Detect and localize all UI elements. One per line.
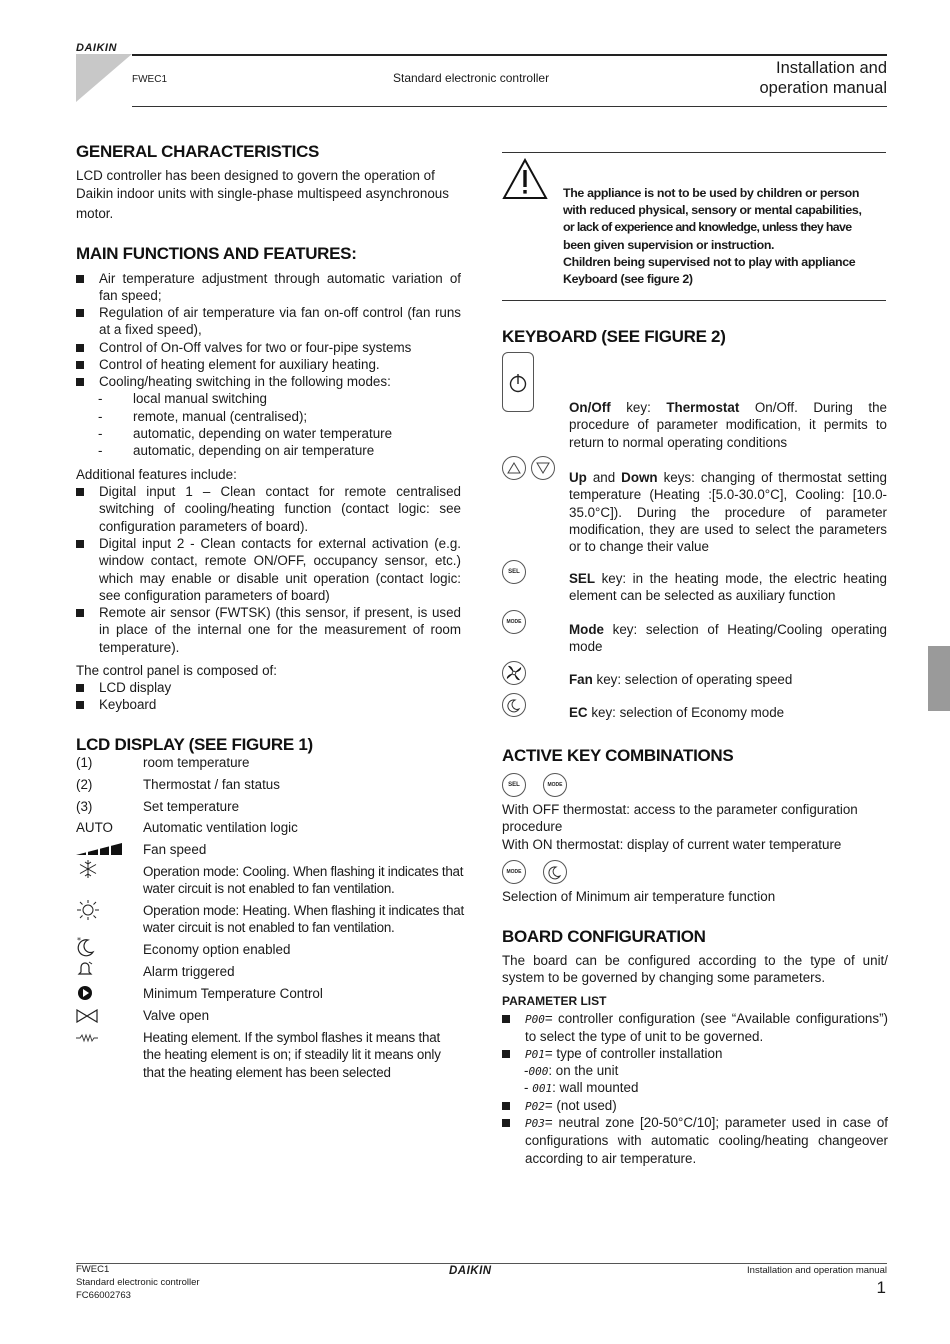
fan-key — [502, 661, 526, 685]
warning-triangle-icon — [502, 158, 548, 200]
snowflake-icon — [78, 859, 98, 879]
bullet-square-icon — [76, 361, 84, 369]
down-key — [531, 456, 555, 480]
mode-key: MODE — [502, 610, 526, 634]
lcd-title: LCD DISPLAY (SEE FIGURE 1) — [76, 735, 313, 754]
bullet-square-icon — [502, 1050, 510, 1058]
combo-text-2: With ON thermostat: display of current water temperature — [502, 837, 842, 852]
combo2-ec-key — [543, 860, 567, 884]
bullet-square-icon — [76, 684, 84, 692]
header-model: FWEC1 — [132, 74, 167, 85]
bullet-square-icon — [76, 488, 84, 496]
svg-text:*: * — [77, 936, 81, 945]
footer-code: FC66002763 — [76, 1290, 131, 1301]
footer-rule — [76, 1263, 887, 1264]
warning-line: The appliance is not to be used by children or person — [563, 186, 860, 200]
bullet-square-icon — [76, 275, 84, 283]
alarm-bell-icon — [77, 960, 93, 976]
combos-title: ACTIVE KEY COMBINATIONS — [502, 746, 734, 765]
mode-description: Mode key: selection of Heating/Cooling operating mode — [569, 622, 887, 655]
combo-text-3: Selection of Minimum air temperature function — [502, 889, 776, 904]
up-key — [502, 456, 526, 480]
header-right-title-1: Installation and — [776, 59, 887, 77]
footer-subtitle: Standard electronic controller — [76, 1277, 200, 1288]
sel-key: SEL — [502, 560, 526, 584]
sel-description: SEL key: in the heating mode, the electric heating element can be selected as auxiliary function — [569, 571, 887, 604]
footer-brand-logo: DAIKIN — [449, 1265, 492, 1277]
triangle-up-icon — [507, 462, 521, 474]
valve-icon — [76, 1009, 98, 1023]
header-brand-logo: DAIKIN — [76, 42, 117, 54]
bullet-square-icon — [76, 609, 84, 617]
header-center-title: Standard electronic controller — [393, 71, 550, 85]
bullet-square-icon — [76, 540, 84, 548]
warning-line: been given supervision or instruction. — [563, 238, 775, 252]
general-text-1: LCD controller has been designed to govern the operation of — [76, 168, 435, 183]
combo-sel-key: SEL — [502, 773, 526, 797]
warning-bottom-rule — [502, 300, 886, 301]
header-right-title-2: operation manual — [759, 79, 887, 97]
sun-icon — [76, 899, 100, 921]
header-bottom-rule — [132, 106, 887, 107]
param-option: -000: on the unit — [524, 1063, 619, 1078]
additional-label: Additional features include: — [76, 467, 237, 482]
warning-top-rule — [502, 152, 886, 153]
moon-star-icon — [76, 935, 96, 957]
bullet-square-icon — [76, 701, 84, 709]
min-temp-circle-icon — [77, 985, 93, 1001]
bullet-square-icon — [76, 309, 84, 317]
economy-moon-icon — [547, 864, 563, 880]
fan-speed-bars-icon — [76, 842, 122, 856]
header-rule — [132, 54, 887, 56]
combo2-mode-key: MODE — [502, 860, 526, 884]
combo-text-1: With OFF thermostat: access to the parameter configuration procedure — [502, 802, 858, 835]
onoff-description: On/Off key: Thermostat On/Off. During the procedure of parameter modification, it permits to return to normal operating conditions — [569, 400, 888, 450]
power-icon — [503, 353, 533, 411]
bullet-square-icon — [502, 1119, 510, 1127]
panel-label: The control panel is composed of: — [76, 663, 277, 678]
param-list-title: PARAMETER LIST — [502, 994, 607, 1008]
ec-key — [502, 693, 526, 717]
warning-line: or lack of experience and knowledge, unless they have — [563, 220, 852, 234]
economy-moon-icon — [506, 697, 522, 713]
keyboard-title: KEYBOARD (SEE FIGURE 2) — [502, 327, 726, 346]
side-tab — [928, 646, 950, 711]
brand-triangle-icon — [76, 54, 136, 104]
bullet-square-icon — [502, 1102, 510, 1110]
bullet-square-icon — [76, 344, 84, 352]
heating-element-icon — [76, 1033, 98, 1043]
general-title: GENERAL CHARACTERISTICS — [76, 142, 320, 161]
main-functions-title: MAIN FUNCTIONS AND FEATURES: — [76, 244, 357, 263]
footer-right-title: Installation and operation manual — [747, 1265, 887, 1276]
triangle-down-icon — [536, 462, 550, 474]
board-title: BOARD CONFIGURATION — [502, 927, 706, 946]
bullet-square-icon — [76, 378, 84, 386]
param-option: - 001: wall mounted — [524, 1080, 639, 1095]
general-text-3: motor. — [76, 206, 114, 221]
combo-mode-key: MODE — [543, 773, 567, 797]
warning-line: with reduced physical, sensory or mental capabilities, — [563, 203, 862, 217]
fan-description: Fan key: selection of operating speed — [569, 672, 793, 687]
warning-line: Keyboard (see figure 2) — [563, 272, 693, 286]
general-text-2: Daikin indoor units with single-phase multispeed asynchronous — [76, 186, 449, 201]
fan-icon — [504, 663, 524, 683]
onoff-key — [502, 352, 534, 412]
footer-model: FWEC1 — [76, 1264, 110, 1275]
warning-line: Children being supervised not to play with appliance — [563, 255, 856, 269]
board-text: The board can be configured according to the type of unit/ system to be governed by changing some parameters. — [502, 953, 888, 986]
updown-description: Up and Down keys: changing of thermostat setting temperature (Heating :[5.0-30.0°C], Cooling: [10.0-35.0°C]). During the procedure of parameter modification, they are used to select the parameters or to change their value — [569, 470, 887, 555]
page-number: 1 — [876, 1278, 886, 1297]
bullet-square-icon — [502, 1015, 510, 1023]
ec-description: EC key: selection of Economy mode — [569, 705, 785, 720]
